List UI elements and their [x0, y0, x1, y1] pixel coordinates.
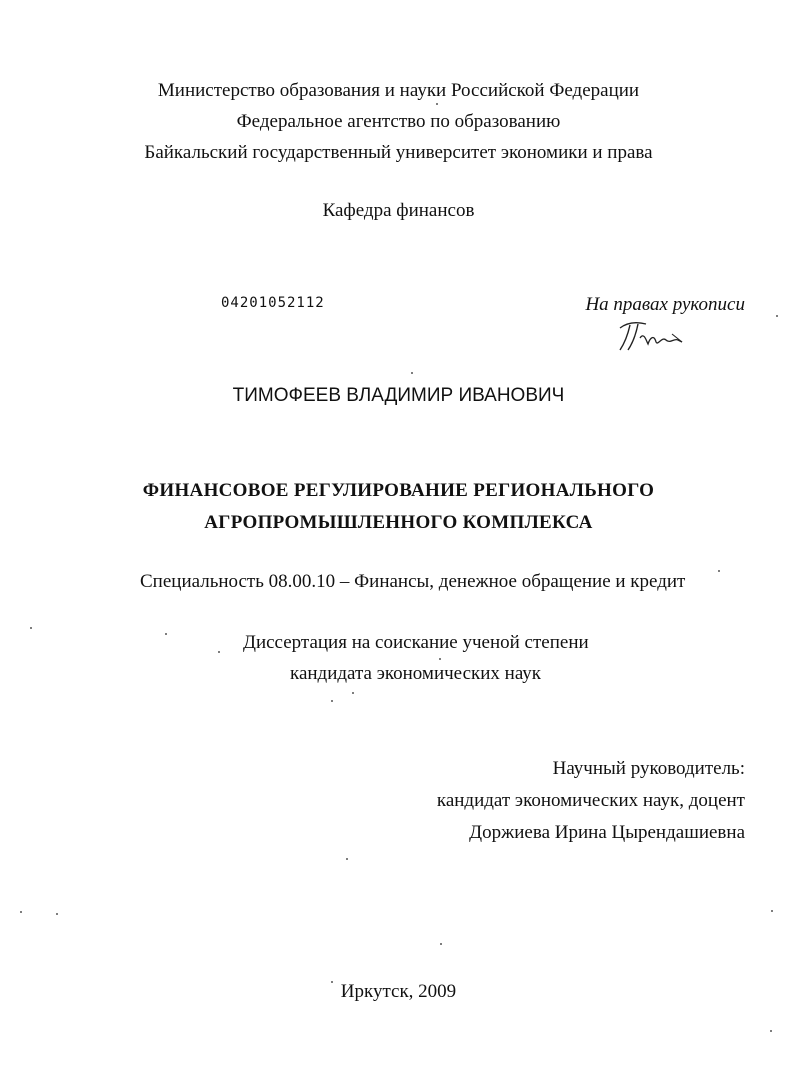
- supervisor-name: Доржиева Ирина Цырендашиевна: [469, 822, 745, 843]
- scan-speck: [331, 981, 333, 983]
- scan-speck: [440, 943, 442, 945]
- catalog-number: 04201052112: [221, 295, 325, 311]
- dissertation-line-1: Диссертация на соискание ученой степени: [243, 632, 589, 653]
- agency-line: Федеральное агентство по образованию: [236, 111, 561, 132]
- university-line: Байкальский государственный университет экономики и права: [144, 142, 653, 163]
- department-line: Кафедра финансов: [322, 200, 475, 221]
- author-name: ТИМОФЕЕВ ВЛАДИМИР ИВАНОВИЧ: [232, 385, 565, 406]
- scan-speck: [439, 658, 441, 660]
- supervisor-degree: кандидат экономических наук, доцент: [436, 790, 745, 811]
- scan-speck: [771, 910, 773, 912]
- scan-speck: [770, 1030, 772, 1032]
- scan-speck: [346, 858, 348, 860]
- manuscript-rights: На правах рукописи: [585, 294, 745, 315]
- scan-speck: [436, 103, 438, 105]
- scan-speck: [776, 315, 778, 317]
- scan-speck: [56, 913, 58, 915]
- ministry-line: Министерство образования и науки Российской Федерации: [157, 80, 640, 101]
- scan-speck: [718, 570, 720, 572]
- scan-speck: [411, 372, 413, 374]
- specialty-line: Специальность 08.00.10 – Финансы, денежное обращение и кредит: [140, 571, 686, 592]
- signature-icon: [616, 316, 686, 356]
- place-year: Иркутск, 2009: [340, 981, 457, 1002]
- supervisor-label: Научный руководитель:: [552, 758, 745, 779]
- scan-speck: [331, 700, 333, 702]
- dissertation-line-2: кандидата экономических наук: [290, 663, 542, 684]
- thesis-title-line-1: ФИНАНСОВОЕ РЕГУЛИРОВАНИЕ РЕГИОНАЛЬНОГО: [142, 480, 655, 501]
- scan-speck: [352, 692, 354, 694]
- scan-speck: [30, 627, 32, 629]
- thesis-title-line-2: АГРОПРОМЫШЛЕННОГО КОМПЛЕКСА: [204, 512, 593, 533]
- scan-speck: [165, 633, 167, 635]
- scan-speck: [20, 911, 22, 913]
- scan-speck: [218, 651, 220, 653]
